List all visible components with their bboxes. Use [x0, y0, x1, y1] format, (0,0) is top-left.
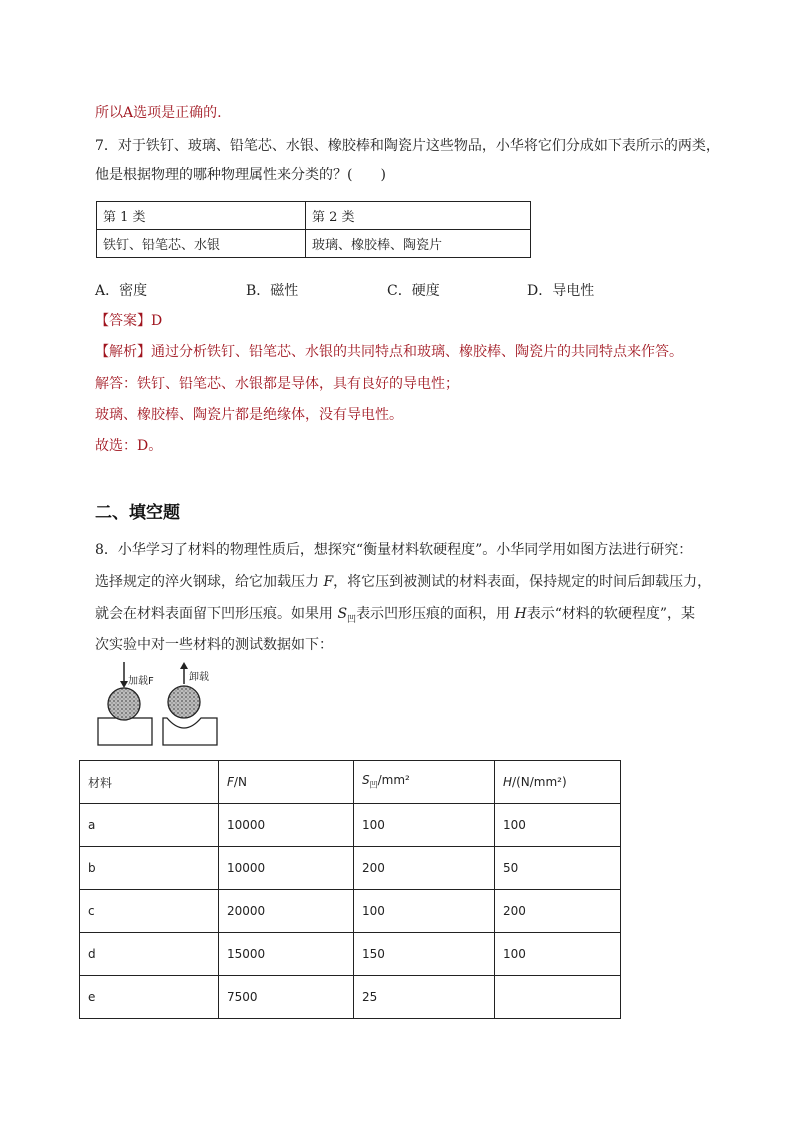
- table-cell: 150: [354, 933, 495, 976]
- option-b: B．磁性: [246, 283, 299, 299]
- table-cell: b: [80, 847, 219, 890]
- option-d: D．导电性: [527, 283, 595, 299]
- header-hardness: [495, 761, 621, 804]
- hardness-data-table: [79, 760, 621, 1019]
- header-area: [354, 761, 495, 804]
- option-a: A．密度: [95, 283, 148, 299]
- table-cell: [495, 976, 621, 1019]
- analysis-text: 通过分析铁钉、铅笔芯、水银的共同特点和玻璃、橡胶棒、陶瓷片的共同特点来作答。: [151, 344, 683, 360]
- answer-line: [95, 312, 162, 330]
- table-cell: 7500: [219, 976, 354, 1019]
- question-8-line-2: [95, 573, 711, 591]
- subscript: 凹: [369, 780, 378, 790]
- table-cell: 100: [354, 890, 495, 933]
- previous-answer-conclusion: 所以A选项是正确的.: [95, 105, 222, 121]
- question-7-line-1: 7．对于铁钉、玻璃、铅笔芯、水银、橡胶棒和陶瓷片这些物品，小华将它们分成如下表所示的两类，: [95, 138, 720, 154]
- table-row: [97, 230, 531, 258]
- analysis-tag: 【解析】: [95, 344, 151, 360]
- question-8-line-1: 8．小华学习了材料的物理性质后，想探究“衡量材料软硬程度”。小华同学用如图方法进行研究：: [95, 542, 693, 558]
- load-label: 加载F: [128, 676, 154, 687]
- table-cell: 铁钉、铅笔芯、水银: [97, 230, 306, 258]
- variable-s: S: [337, 606, 348, 622]
- solution-line-2: 玻璃、橡胶棒、陶瓷片都是绝缘体，没有导电性。: [95, 407, 403, 423]
- table-cell: 玻璃、橡胶棒、陶瓷片: [306, 230, 531, 258]
- table-cell: a: [80, 804, 219, 847]
- table-row: [80, 847, 621, 890]
- classification-table: [96, 201, 531, 258]
- table-cell: 20000: [219, 890, 354, 933]
- table-cell: d: [80, 933, 219, 976]
- table-cell: 100: [495, 804, 621, 847]
- table-row: [80, 933, 621, 976]
- answer-tag: 【答案】: [95, 313, 151, 329]
- question-7-line-2: 他是根据物理的哪种物理属性来分类的？( ): [95, 167, 386, 183]
- analysis-line: [95, 343, 683, 361]
- table-row: [80, 804, 621, 847]
- header-material: 材料: [80, 761, 219, 804]
- unit: /(N/mm²): [512, 775, 567, 789]
- table-cell: e: [80, 976, 219, 1019]
- indentation-figure: [97, 660, 219, 746]
- text-span: 就会在材料表面留下凹形压痕。如果用: [95, 606, 338, 622]
- table-cell: c: [80, 890, 219, 933]
- table-cell: 10000: [219, 847, 354, 890]
- table-row: [80, 976, 621, 1019]
- solution-line-1: 解答：铁钉、铅笔芯、水银都是导体，具有良好的导电性；: [95, 376, 459, 392]
- option-c: C．硬度: [387, 283, 440, 299]
- variable-f: F: [227, 775, 234, 789]
- table-cell: 25: [354, 976, 495, 1019]
- choice-line: 故选：D。: [95, 438, 163, 454]
- variable-h: H: [514, 606, 527, 622]
- answer-value: D: [151, 313, 163, 329]
- variable-f: F: [323, 574, 334, 590]
- variable-s: S: [362, 773, 370, 788]
- table-row: [80, 890, 621, 933]
- section-title: 二、填空题: [95, 503, 180, 523]
- table-cell: 15000: [219, 933, 354, 976]
- table-header-cell: 第 1 类: [97, 202, 306, 230]
- table-cell: 200: [354, 847, 495, 890]
- table-cell: 50: [495, 847, 621, 890]
- table-cell: 100: [354, 804, 495, 847]
- unit: /mm²: [377, 773, 410, 788]
- question-8-line-3: [95, 605, 695, 629]
- unit: /N: [233, 775, 247, 789]
- question-8-line-4: 次实验中对一些材料的测试数据如下：: [95, 637, 333, 653]
- text-span: 选择规定的淬火钢球，给它加载压力: [95, 574, 324, 590]
- table-cell: 10000: [219, 804, 354, 847]
- header-force: [219, 761, 354, 804]
- table-header-cell: 第 2 类: [306, 202, 531, 230]
- table-cell: 100: [495, 933, 621, 976]
- text-span: 表示“材料的软硬程度”，某: [526, 606, 696, 622]
- variable-h: H: [503, 775, 513, 789]
- subscript: 凹: [347, 614, 357, 625]
- text-span: ，将它压到被测试的材料表面，保持规定的时间后卸载压力，: [333, 574, 712, 590]
- table-header-row: [80, 761, 621, 804]
- text-span: 表示凹形压痕的面积，用: [356, 606, 515, 622]
- unload-label: 卸载: [189, 672, 209, 683]
- table-row: [97, 202, 531, 230]
- table-cell: 200: [495, 890, 621, 933]
